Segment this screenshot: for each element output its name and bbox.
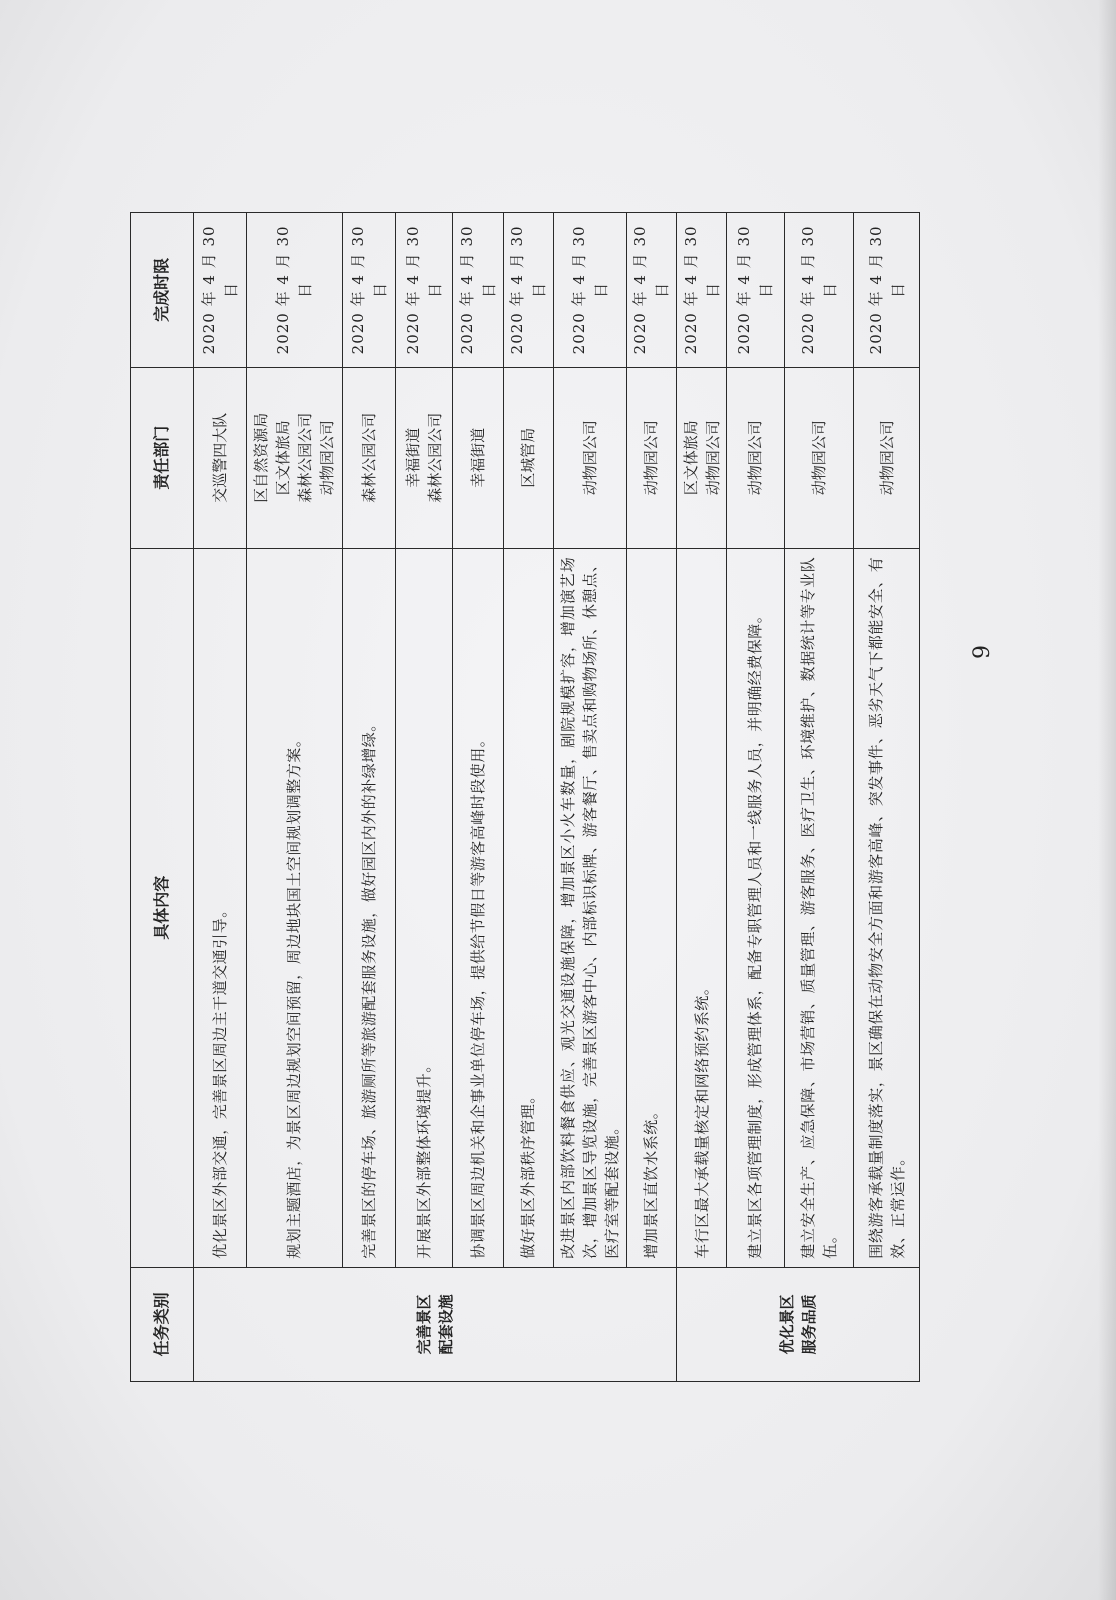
table-row (247, 213, 342, 1382)
department-cell (727, 367, 784, 548)
scan-edge-shadow (1098, 0, 1116, 1600)
table-body (194, 213, 920, 1382)
table-row (626, 213, 676, 1382)
department-cell (503, 367, 553, 548)
department-cell (194, 367, 247, 548)
content-cell: 做好景区外部秩序管理。 (503, 548, 553, 1267)
department-cell (247, 367, 342, 548)
department-name: 交巡警四大队 (211, 412, 230, 503)
deadline-cell: 2020 年 4 月 30 日 (453, 213, 503, 368)
table-row (676, 213, 726, 1382)
department-name: 区文体旅局 (681, 420, 700, 496)
category-cell (676, 1267, 919, 1381)
table-header-row (131, 213, 194, 1382)
table-row (453, 213, 503, 1382)
page-number (922, 632, 1042, 672)
content-cell: 建立安全生产、应急保障、市场营销、质量管理、游客服务、医疗卫生、环境维护、数据统计等专业队伍。 (784, 548, 854, 1267)
header-category: 任务类别 (131, 1267, 194, 1381)
page-number-text: 9 (969, 645, 995, 659)
deadline-cell: 2020 年 4 月 30 日 (503, 213, 553, 368)
department-cell (342, 367, 395, 548)
header-content: 具体内容 (131, 548, 194, 1267)
category-line: 完善景区 (414, 1294, 433, 1355)
content-cell: 车行区最大承载量核定和网络预约系统。 (676, 548, 726, 1267)
deadline-cell: 2020 年 4 月 30 日 (247, 213, 342, 368)
table-row (727, 213, 784, 1382)
table-row (503, 213, 553, 1382)
department-cell (676, 367, 726, 548)
category-line: 服务品质 (799, 1294, 818, 1355)
category-cell (194, 1267, 677, 1381)
department-name: 区自然资源局 (252, 412, 271, 503)
department-cell (395, 367, 452, 548)
deadline-cell: 2020 年 4 月 30 日 (676, 213, 726, 368)
rotated-content (130, 212, 920, 1382)
department-name: 幸福街道 (404, 427, 423, 488)
content-cell: 规划主题酒店，为景区周边规划空间预留，周边地块国土空间规划调整方案。 (247, 548, 342, 1267)
department-name: 动物园公司 (809, 420, 828, 496)
deadline-cell: 2020 年 4 月 30 日 (626, 213, 676, 368)
department-name: 区文体旅局 (274, 420, 293, 496)
table-row (395, 213, 452, 1382)
department-name: 动物园公司 (580, 420, 599, 496)
content-cell: 开展景区外部整体环境提升。 (395, 548, 452, 1267)
department-name: 幸福街道 (469, 427, 488, 488)
department-name: 动物园公司 (642, 420, 661, 496)
department-name: 区城管局 (519, 427, 538, 488)
table-row (342, 213, 395, 1382)
category-line: 配套设施 (436, 1294, 455, 1355)
department-cell (854, 367, 920, 548)
department-name: 森林公园公司 (359, 412, 378, 503)
deadline-cell: 2020 年 4 月 30 日 (342, 213, 395, 368)
table-row (854, 213, 920, 1382)
header-department: 责任部门 (131, 367, 194, 548)
department-name: 森林公园公司 (296, 412, 315, 503)
deadline-cell: 2020 年 4 月 30 日 (194, 213, 247, 368)
content-cell: 协调景区周边机关和企事业单位停车场，提供给节假日等游客高峰时段使用。 (453, 548, 503, 1267)
table-row (784, 213, 854, 1382)
deadline-cell: 2020 年 4 月 30 日 (727, 213, 784, 368)
task-table (130, 212, 920, 1382)
deadline-cell: 2020 年 4 月 30 日 (395, 213, 452, 368)
table-row (194, 213, 247, 1382)
content-cell: 完善景区的停车场、旅游厕所等旅游配套服务设施，做好园区内外的补绿增绿。 (342, 548, 395, 1267)
content-cell: 建立景区各项管理制度，形成管理体系，配备专职管理人员和一线服务人员，并明确经费保障。 (727, 548, 784, 1267)
header-deadline: 完成时限 (131, 213, 194, 368)
department-cell (453, 367, 503, 548)
department-cell (553, 367, 626, 548)
department-name: 森林公园公司 (426, 412, 445, 503)
department-name: 动物园公司 (318, 420, 337, 496)
content-cell: 优化景区外部交通，完善景区周边主干道交通引导。 (194, 548, 247, 1267)
table-row (553, 213, 626, 1382)
department-name: 动物园公司 (703, 420, 722, 496)
department-name: 动物园公司 (877, 420, 896, 496)
department-name: 动物园公司 (746, 420, 765, 496)
content-cell: 围绕游客承载量制度落实，景区确保在动物安全方面和游客高峰、突发事件、恶劣天气下都能安全、有效、正常运作。 (854, 548, 920, 1267)
deadline-cell: 2020 年 4 月 30 日 (553, 213, 626, 368)
deadline-cell: 2020 年 4 月 30 日 (784, 213, 854, 368)
deadline-cell: 2020 年 4 月 30 日 (854, 213, 920, 368)
content-cell: 增加景区直饮水系统。 (626, 548, 676, 1267)
department-cell (626, 367, 676, 548)
content-cell: 改进景区内部饮料餐食供应、观光交通设施保障，增加景区小火车数量，剧院规模扩容，增加演艺场次，增加景区导览设施，完善景区游客中心、内部标识标牌、游客餐厅、售卖点和购物场所、休憩点、医疗室等配套设施。 (553, 548, 626, 1267)
category-line: 优化景区 (777, 1294, 796, 1355)
department-cell (784, 367, 854, 548)
